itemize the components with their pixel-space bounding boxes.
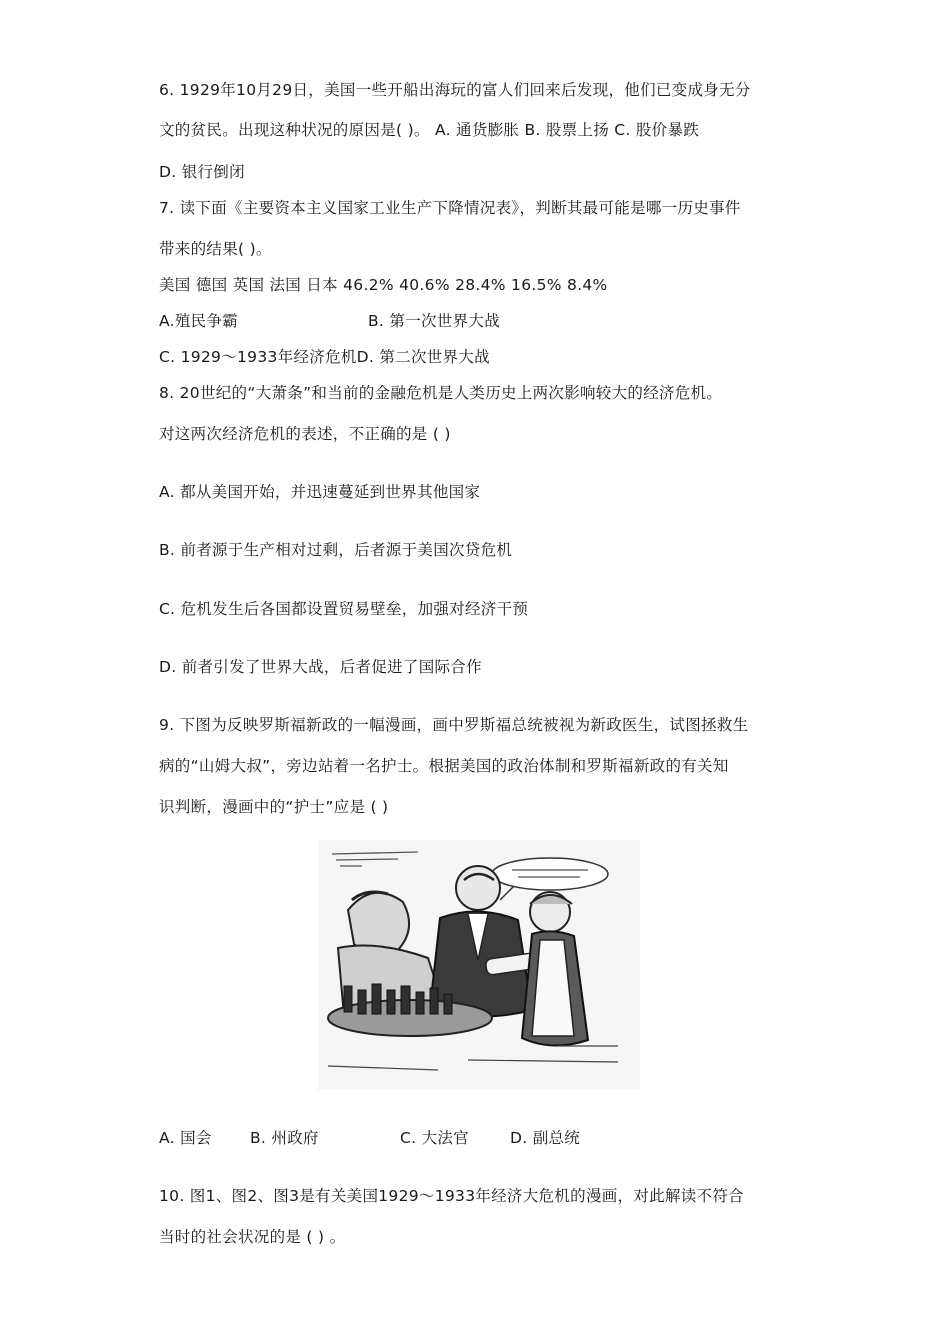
q8-option-c: C. 危机发生后各国都设置贸易壁垒，加强对经济干预 <box>159 600 529 618</box>
q9-line1: 9. 下图为反映罗斯福新政的一幅漫画，画中罗斯福总统被视为新政医生，试图拯救生 <box>159 716 749 734</box>
q6-line1: 6. 1929年10月29日，美国一些开船出海玩的富人们回来后发现，他们已变成身无分 <box>159 81 751 99</box>
q9-option-a: A. 国会 <box>159 1129 212 1147</box>
new-deal-cartoon-image <box>318 840 640 1090</box>
q8-option-d: D. 前者引发了世界大战，后者促进了国际合作 <box>159 658 482 676</box>
q7-line2: 带来的结果( )。 <box>159 240 272 258</box>
q9-line2: 病的“山姆大叔”，旁边站着一名护士。根据美国的政治体制和罗斯福新政的有关知 <box>159 757 729 775</box>
q10-line2: 当时的社会状况的是 ( ) 。 <box>159 1228 346 1246</box>
q8-line1: 8. 20世纪的“大萧条”和当前的金融危机是人类历史上两次影响较大的经济危机。 <box>159 384 723 402</box>
q8-line2: 对这两次经济危机的表述，不正确的是 ( ) <box>159 425 451 443</box>
q6-line3: D. 银行倒闭 <box>159 163 245 181</box>
q8-option-b: B. 前者源于生产相对过剩，后者源于美国次贷危机 <box>159 541 513 559</box>
q7-option-cd: C. 1929～1933年经济危机D. 第二次世界大战 <box>159 348 490 366</box>
q9-option-c: C. 大法官 <box>400 1129 469 1147</box>
q9-option-d: D. 副总统 <box>510 1129 581 1147</box>
q6-line2: 文的贫民。出现这种状况的原因是( )。 A. 通货膨胀 B. 股票上扬 C. 股价暴跌 <box>159 121 700 139</box>
q9-option-b: B. 州政府 <box>250 1129 319 1147</box>
q7-table-row: 美国 德国 英国 法国 日本 46.2% 40.6% 28.4% 16.5% 8.4% <box>159 276 608 294</box>
q10-line1: 10. 图1、图2、图3是有关美国1929～1933年经济大危机的漫画，对此解读不符合 <box>159 1187 744 1205</box>
q7-option-b: B. 第一次世界大战 <box>368 312 500 330</box>
q7-line1: 7. 读下面《主要资本主义国家工业生产下降情况表》，判断其最可能是哪一历史事件 <box>159 199 741 217</box>
q9-line3: 识判断，漫画中的“护士”应是 ( ) <box>159 798 389 816</box>
q8-option-a: A. 都从美国开始，并迅速蔓延到世界其他国家 <box>159 483 481 501</box>
q7-option-a: A.殖民争霸 <box>159 312 239 330</box>
